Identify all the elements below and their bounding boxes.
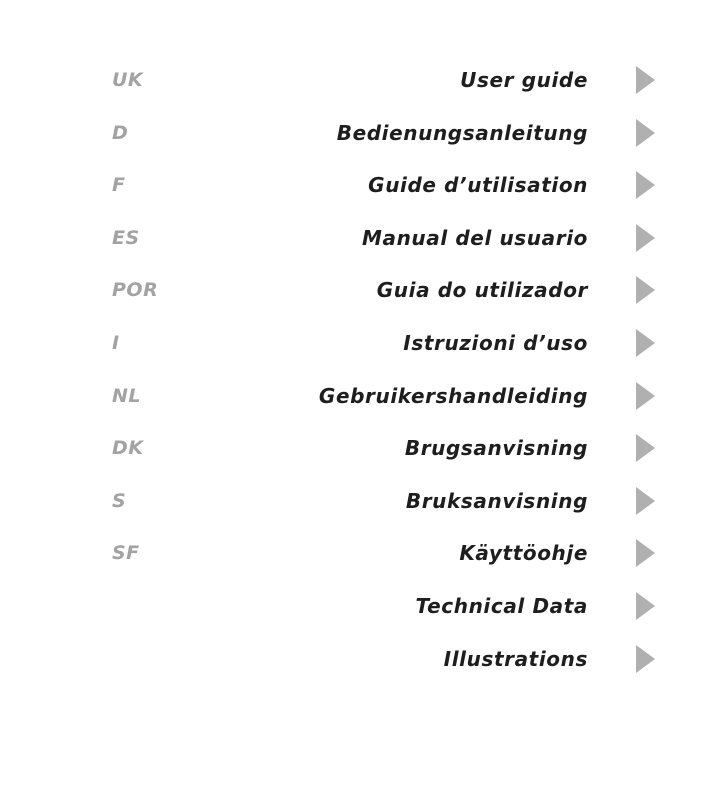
language-code: I [112, 331, 120, 354]
language-code: NL [112, 384, 142, 407]
toc-entry-dk[interactable] [0, 421, 723, 474]
section-title[interactable]: Technical Data [415, 593, 588, 618]
triangle-right-icon[interactable] [636, 487, 655, 515]
section-title[interactable]: Gebruikershandleiding [318, 383, 588, 408]
toc-entry-por[interactable] [0, 263, 723, 316]
language-code: POR [112, 279, 159, 302]
section-title[interactable]: Manual del usuario [361, 225, 588, 250]
toc-entry-s[interactable] [0, 474, 723, 527]
toc-entry-i[interactable] [0, 316, 723, 369]
language-table-of-contents [0, 53, 723, 684]
section-title[interactable]: Bedienungsanleitung [336, 120, 588, 145]
triangle-right-icon[interactable] [636, 539, 655, 567]
triangle-right-icon[interactable] [636, 382, 655, 410]
toc-entry-es[interactable] [0, 211, 723, 264]
triangle-right-icon[interactable] [636, 592, 655, 620]
section-title[interactable]: Käyttöohje [459, 541, 588, 566]
toc-entry-d[interactable] [0, 106, 723, 159]
section-title[interactable]: Istruzioni d’uso [403, 330, 588, 355]
triangle-right-icon[interactable] [636, 66, 655, 94]
language-code: SF [112, 542, 140, 565]
triangle-right-icon[interactable] [636, 329, 655, 357]
triangle-right-icon[interactable] [636, 434, 655, 462]
toc-entry-illustrations[interactable] [0, 632, 723, 685]
toc-entry-technical-data[interactable] [0, 579, 723, 632]
section-title[interactable]: Guide d’utilisation [368, 173, 588, 198]
triangle-right-icon[interactable] [636, 171, 655, 199]
toc-entry-uk[interactable] [0, 53, 723, 106]
triangle-right-icon[interactable] [636, 276, 655, 304]
language-code: F [112, 174, 126, 197]
language-code: S [112, 489, 127, 512]
language-code: DK [112, 437, 144, 460]
section-title[interactable]: Guia do utilizador [376, 278, 588, 303]
toc-entry-nl[interactable] [0, 369, 723, 422]
triangle-right-icon[interactable] [636, 119, 655, 147]
section-title[interactable]: Brugsanvisning [404, 436, 588, 461]
section-title[interactable]: Bruksanvisning [405, 488, 588, 513]
triangle-right-icon[interactable] [636, 645, 655, 673]
language-code: ES [112, 226, 140, 249]
triangle-right-icon[interactable] [636, 224, 655, 252]
language-code: UK [112, 69, 144, 91]
toc-entry-f[interactable] [0, 158, 723, 211]
section-title[interactable]: User guide [460, 68, 588, 92]
language-code: D [112, 121, 129, 144]
section-title[interactable]: Illustrations [443, 646, 588, 671]
toc-entry-sf[interactable] [0, 526, 723, 579]
